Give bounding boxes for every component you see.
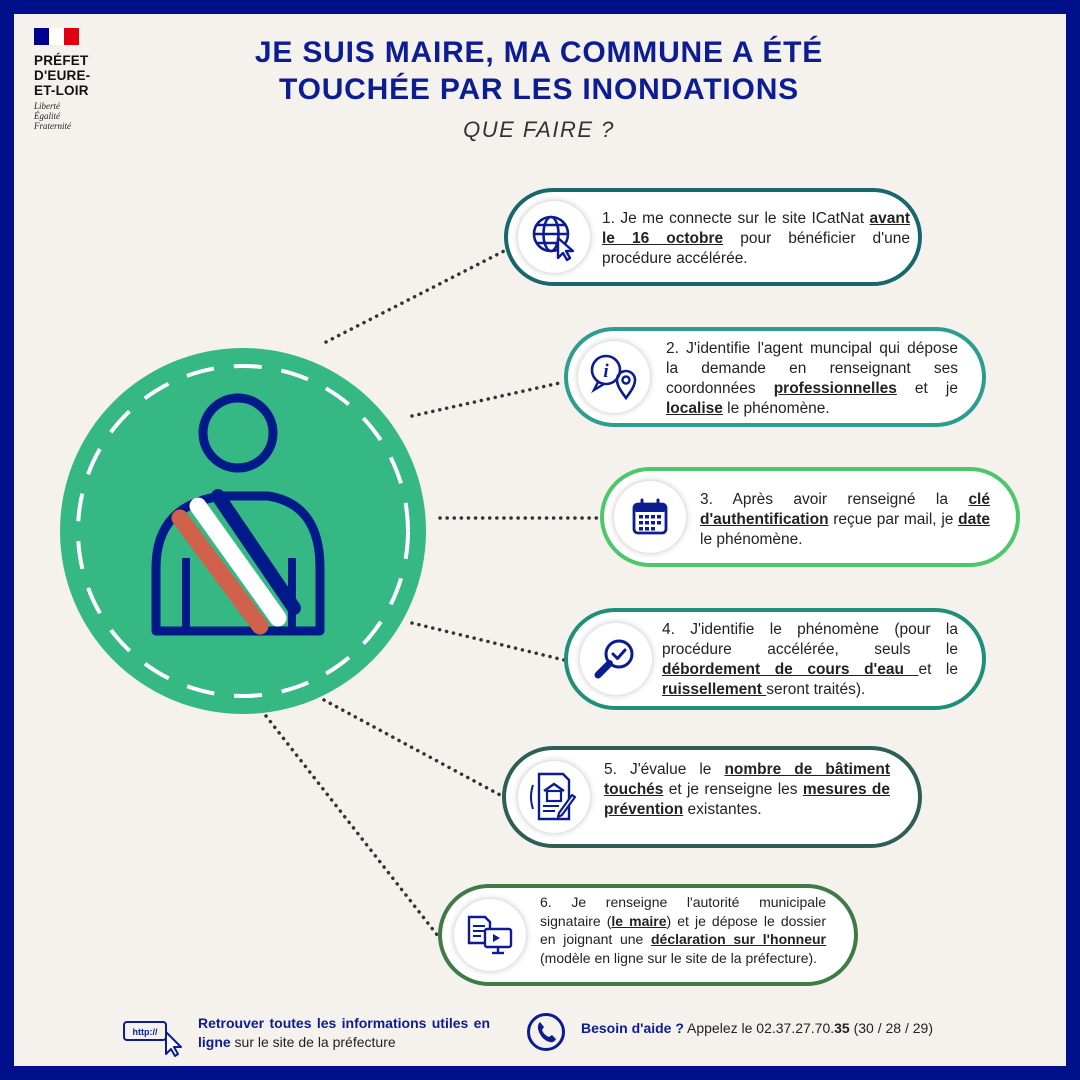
- step-6-highlight-1: le maire: [611, 912, 667, 929]
- step-3-text: [700, 490, 990, 550]
- title-line-2: TOUCHÉE PAR LES INONDATIONS: [279, 73, 799, 106]
- document-screen-icon: [465, 913, 515, 957]
- help-number-bold: 35: [834, 1020, 850, 1036]
- step-4-text: [662, 620, 958, 700]
- connector-1: [326, 250, 506, 342]
- connector-6: [266, 716, 438, 936]
- logo-line-3: ET-LOIR: [34, 83, 89, 98]
- footer-help: [581, 1020, 933, 1036]
- step-5-text: [604, 760, 890, 820]
- step-5-highlight-1: nombre de bâtiment touchés: [604, 761, 890, 798]
- connector-2: [412, 382, 564, 416]
- step-6-highlight-2: déclaration sur l'honneur: [650, 931, 827, 947]
- connector-4: [412, 623, 564, 660]
- motto-fraternite: Fraternité: [34, 121, 71, 131]
- step-2-text: [666, 339, 958, 419]
- step-4-icon-badge: [580, 623, 652, 695]
- step-2-highlight-1: professionnelles: [773, 380, 897, 397]
- step-3-card: [600, 467, 1020, 567]
- step-6-t1: 6. Je renseigne l'autorité municipale signataire (: [540, 894, 826, 929]
- footer-phone-icon: [526, 1012, 566, 1057]
- step-4-highlight-2: ruissellement: [662, 681, 767, 698]
- motto-egalite: Égalité: [34, 111, 60, 121]
- step-1-highlight: avant le 16 octobre: [602, 210, 910, 247]
- step-5-t3: et je renseigne les: [663, 781, 803, 798]
- step-3-icon-badge: [614, 481, 686, 553]
- step-5-highlight-2: mesures de prévention: [604, 781, 890, 818]
- globe-cursor-icon: [529, 212, 579, 262]
- step-5-t5: existantes.: [683, 801, 762, 818]
- step-2-t1: 2. J'identifie l'agent muncipal qui dépose la demande en renseignant ses coordonnées: [666, 340, 958, 397]
- step-1-text: [602, 209, 910, 269]
- step-1-t1: 1. Je me connecte sur le site ICatNat: [602, 210, 865, 227]
- calendar-icon: [630, 497, 670, 537]
- step-5-card: [502, 746, 922, 848]
- svg-text:i: i: [603, 361, 609, 382]
- url-icon-text: http://: [132, 1027, 158, 1037]
- step-4-highlight-1: débordement de cours d'eau: [662, 661, 919, 678]
- step-3-highlight-1: clé d'authentification: [700, 491, 990, 528]
- http-cursor-icon: [122, 1018, 186, 1058]
- building-document-icon: [529, 771, 579, 823]
- page-subtitle: QUE FAIRE ?: [463, 117, 615, 142]
- infographic-page: [14, 14, 1066, 1066]
- step-6-card: [438, 884, 858, 986]
- footer-online-rest: sur le site de la préfecture: [230, 1034, 396, 1050]
- title-line-1: JE SUIS MAIRE, MA COMMUNE A ÉTÉ: [254, 36, 824, 69]
- phone-icon: [526, 1012, 566, 1052]
- step-1-icon-badge: [518, 201, 590, 273]
- help-text: Appelez le 02.37.27.70.: [683, 1020, 835, 1036]
- logo-line-2: D'EURE-: [34, 68, 91, 83]
- step-6-t5: (modèle en ligne sur le site de la préfecture).: [540, 949, 818, 966]
- step-2-highlight-2: localise: [666, 400, 723, 417]
- step-6-text: [540, 893, 826, 967]
- step-2-t5: le phénomène.: [722, 400, 830, 417]
- step-1-t3: pour bénéficier d'une procédure accélérée.: [602, 230, 910, 267]
- footer-online-bold: Retrouver toutes les informations utiles en ligne: [198, 1015, 490, 1050]
- step-3-t5: le phénomène.: [700, 531, 803, 548]
- logo-line-1: PRÉFET: [34, 53, 89, 68]
- footer-url-icon: [122, 1018, 186, 1063]
- step-6-t3: ) et je dépose le dossier en joignant une: [540, 912, 826, 947]
- step-4-t3: et le: [918, 661, 958, 678]
- step-2-card: [564, 327, 986, 427]
- help-bold: Besoin d'aide ?: [581, 1020, 684, 1036]
- info-location-icon: [586, 352, 642, 402]
- step-4-t1: 4. J'identifie le phénomène (pour la procédure accélérée, seuls le: [662, 621, 958, 658]
- step-5-t1: 5. J'évalue le: [604, 761, 725, 778]
- step-2-t3: et je: [896, 380, 958, 397]
- step-5-icon-badge: [518, 761, 590, 833]
- step-4-card: [564, 608, 986, 710]
- help-tail: (30 / 28 / 29): [849, 1020, 933, 1036]
- step-6-icon-badge: [454, 899, 526, 971]
- step-3-t1: 3. Après avoir renseigné la: [700, 491, 969, 508]
- mayor-illustration: [58, 346, 428, 716]
- motto-liberte: Liberté: [34, 101, 60, 111]
- step-3-t3: reçue par mail, je: [828, 511, 959, 528]
- magnifier-check-icon: [593, 636, 639, 682]
- step-3-highlight-2: date: [958, 511, 990, 528]
- step-1-card: [504, 188, 922, 286]
- step-2-icon-badge: [578, 341, 650, 413]
- footer-online-info: [198, 1014, 490, 1052]
- step-4-t5: seront traités).: [766, 681, 866, 698]
